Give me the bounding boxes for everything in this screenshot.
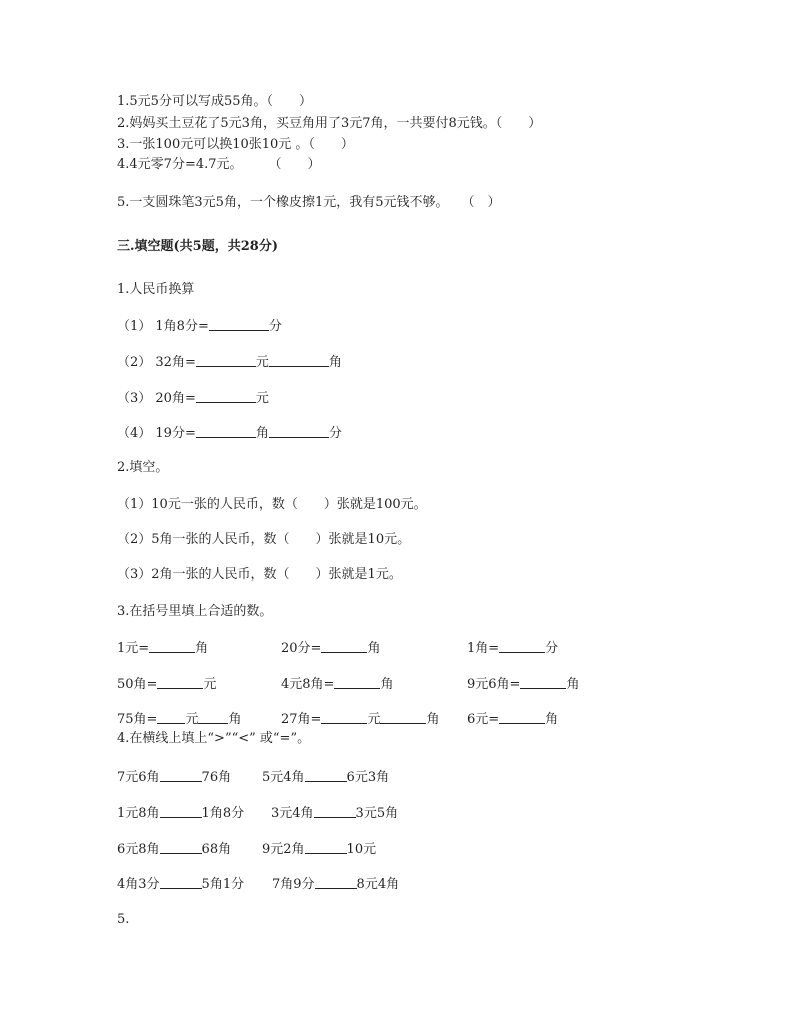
- answer-blank[interactable]: [196, 354, 256, 367]
- answer-blank[interactable]: [305, 769, 347, 782]
- answer-blank[interactable]: [198, 711, 228, 724]
- q2-item-1: （1）10元一张的人民币，数（ ）张就是100元。: [117, 497, 427, 512]
- q3-cell-8: [281, 711, 439, 728]
- q3-cell-4-unit: 元: [203, 677, 217, 692]
- q4-pair-5-left: 6元8角: [117, 842, 160, 857]
- q3-cell-6-unit: 角: [566, 677, 580, 692]
- answer-blank[interactable]: [315, 876, 357, 889]
- q1-row-3-unit: 元: [255, 391, 269, 406]
- judge-item-1: 1.5元5分可以写成55角。（ ）: [117, 94, 312, 109]
- q3-cell-8-prefix: 27角=: [281, 712, 322, 727]
- q4-pair-7: [117, 876, 244, 893]
- answer-blank[interactable]: [196, 425, 256, 438]
- q3-cell-1-prefix: 1元=: [117, 641, 150, 656]
- q4-pair-6-left: 9元2角: [262, 842, 305, 857]
- q3-cell-5: [281, 676, 393, 693]
- q4-pair-3-left: 1元8角: [117, 806, 160, 821]
- answer-blank[interactable]: [160, 805, 202, 818]
- answer-blank[interactable]: [149, 640, 195, 653]
- q1-row-2-prefix: （2） 32角=: [117, 355, 196, 370]
- q4-pair-6: [262, 841, 376, 858]
- q3-cell-7: [117, 711, 241, 728]
- answer-blank[interactable]: [305, 841, 347, 854]
- q3-cell-1: [117, 640, 208, 657]
- q3-cell-1-unit: 角: [195, 641, 209, 656]
- q3-cell-4: [117, 676, 216, 693]
- q3-cell-2-unit: 角: [367, 641, 381, 656]
- answer-blank[interactable]: [499, 711, 545, 724]
- q4-pair-8-left: 7角9分: [272, 877, 315, 892]
- q1-row-2: [117, 354, 342, 371]
- q1-row-2-unit-1: 元: [255, 355, 269, 370]
- q4-pair-2: [262, 769, 389, 786]
- q3-cell-3: [467, 640, 558, 657]
- q4-pair-5-right: 68角: [201, 842, 232, 857]
- q1-row-4-prefix: （4） 19分=: [117, 426, 196, 441]
- judge-item-4: 4.4元零7分=4.7元。 （ ）: [117, 157, 321, 172]
- q3-cell-7-unit-1: 元: [185, 712, 199, 727]
- q1-title: 1.人民币换算: [117, 282, 195, 297]
- answer-blank[interactable]: [499, 640, 545, 653]
- q5-title: 5.: [117, 912, 130, 927]
- section-heading: 三.填空题(共5题，共28分): [117, 239, 278, 254]
- answer-blank[interactable]: [157, 711, 185, 724]
- q1-row-1: [117, 318, 282, 335]
- q4-pair-6-right: 10元: [346, 842, 377, 857]
- judge-item-3: 3.一张100元可以换10张10元 。（ ）: [117, 137, 354, 152]
- q4-pair-1: [117, 769, 231, 786]
- q1-row-4-unit-2: 分: [328, 426, 342, 441]
- q4-pair-8: [272, 876, 399, 893]
- q3-cell-8-unit-2: 角: [426, 712, 440, 727]
- q3-cell-4-prefix: 50角=: [117, 677, 158, 692]
- q3-cell-6: [467, 676, 579, 693]
- q3-cell-2-prefix: 20分=: [281, 641, 322, 656]
- answer-blank[interactable]: [520, 676, 566, 689]
- q4-pair-2-right: 6元3角: [346, 770, 390, 785]
- q1-row-1-unit: 分: [268, 319, 282, 334]
- q3-title: 3.在括号里填上合适的数。: [117, 604, 273, 619]
- answer-blank[interactable]: [209, 318, 269, 331]
- answer-blank[interactable]: [160, 769, 202, 782]
- answer-blank[interactable]: [314, 805, 356, 818]
- q3-cell-6-prefix: 9元6角=: [467, 677, 521, 692]
- q3-cell-7-unit-2: 角: [228, 712, 242, 727]
- q4-pair-4-left: 3元4角: [271, 806, 314, 821]
- answer-blank[interactable]: [160, 841, 202, 854]
- q4-pair-1-left: 7元6角: [117, 770, 160, 785]
- q2-item-3: （3）2角一张的人民币，数（ ）张就是1元。: [117, 567, 402, 582]
- q3-cell-2: [281, 640, 380, 657]
- q3-cell-9: [467, 711, 558, 728]
- q3-cell-9-unit: 角: [545, 712, 559, 727]
- q3-cell-9-prefix: 6元=: [467, 712, 500, 727]
- q2-title: 2.填空。: [117, 460, 169, 475]
- answer-blank[interactable]: [380, 711, 426, 724]
- answer-blank[interactable]: [321, 711, 367, 724]
- q1-row-3: [117, 390, 269, 407]
- answer-blank[interactable]: [269, 354, 329, 367]
- q3-cell-3-unit: 分: [545, 641, 559, 656]
- q3-cell-5-unit: 角: [380, 677, 394, 692]
- q4-pair-5: [117, 841, 231, 858]
- q4-pair-1-right: 76角: [201, 770, 232, 785]
- q1-row-4-unit-1: 角: [255, 426, 269, 441]
- q3-cell-3-prefix: 1角=: [467, 641, 500, 656]
- answer-blank[interactable]: [269, 425, 329, 438]
- q1-row-4: [117, 425, 342, 442]
- q2-item-2: （2）5角一张的人民币，数（ ）张就是10元。: [117, 532, 411, 547]
- q4-pair-7-left: 4角3分: [117, 877, 160, 892]
- q4-pair-4: [271, 805, 398, 822]
- judge-item-2: 2.妈妈买土豆花了5元3角，买豆角用了3元7角，一共要付8元钱。（ ）: [117, 116, 542, 131]
- q4-pair-3-right: 1角8分: [201, 806, 245, 821]
- q3-cell-8-unit-1: 元: [367, 712, 381, 727]
- answer-blank[interactable]: [196, 390, 256, 403]
- q4-pair-4-right: 3元5角: [355, 806, 399, 821]
- answer-blank[interactable]: [334, 676, 380, 689]
- q3-cell-5-prefix: 4元8角=: [281, 677, 335, 692]
- answer-blank[interactable]: [321, 640, 367, 653]
- q4-pair-3: [117, 805, 244, 822]
- q4-title: 4.在横线上填上“>”“<” 或“=”。: [117, 731, 311, 746]
- q4-pair-8-right: 8元4角: [356, 877, 400, 892]
- q1-row-3-prefix: （3） 20角=: [117, 391, 196, 406]
- answer-blank[interactable]: [157, 676, 203, 689]
- q1-row-2-unit-2: 角: [328, 355, 342, 370]
- answer-blank[interactable]: [160, 876, 202, 889]
- q3-cell-7-prefix: 75角=: [117, 712, 158, 727]
- q4-pair-2-left: 5元4角: [262, 770, 305, 785]
- q4-pair-7-right: 5角1分: [201, 877, 245, 892]
- judge-item-5: 5.一支圆珠笔3元5角，一个橡皮擦1元，我有5元钱不够。 （ ）: [117, 195, 501, 210]
- q1-row-1-prefix: （1） 1角8分=: [117, 319, 209, 334]
